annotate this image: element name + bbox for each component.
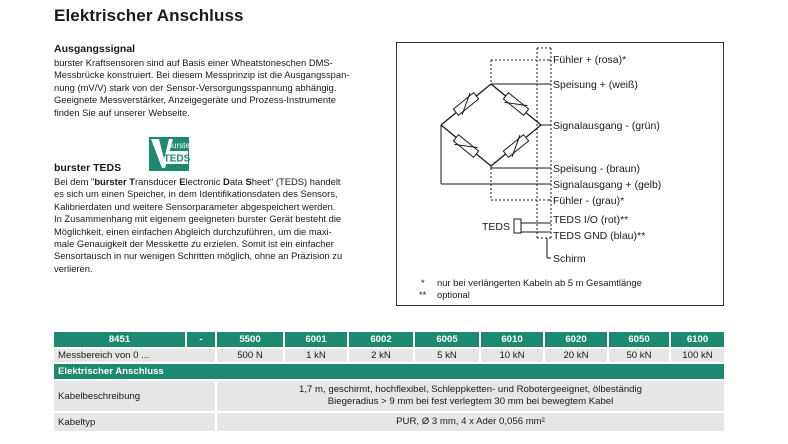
cable-desc-label: Kabelbeschreibung: [54, 380, 216, 412]
label-speisung-minus: Speisung - (braun): [553, 163, 640, 175]
footnote-1: nur bei verlängerten Kabeln ab 5 m Gesamtlänge: [437, 277, 642, 288]
header-cell: 6020: [544, 332, 608, 348]
table-row: [54, 348, 724, 363]
label-teds-gnd: TEDS GND (blau)**: [553, 230, 646, 242]
header-cell: 6002: [348, 332, 414, 348]
paragraph-teds: [54, 176, 342, 275]
burster-teds-logo: [149, 137, 193, 171]
paragraph-line: In Zusammenhang mit eigenem geeigneten burster Gerät besteht die: [54, 213, 342, 225]
range-value: 2 kN: [348, 348, 414, 363]
paragraph-line: Bei dem "burster Transducer Electronic Data Sheet" (TEDS) handelt: [54, 176, 341, 187]
heading-ausgangssignal: Ausgangssignal: [54, 43, 136, 55]
paragraph-line: Messbrücke konstruiert. Bei diesem Messprinzip ist die Ausgangsspan-: [54, 69, 350, 81]
paragraph-line: Sensortausch in nur wenigen Schritten möglich, ohne an Präzision zu: [54, 250, 343, 262]
header-cell: -: [186, 332, 216, 348]
range-value: 20 kN: [544, 348, 608, 363]
range-value: 5 kN: [414, 348, 480, 363]
footnote-2: optional: [437, 289, 470, 300]
label-signalausgang-plus: Signalausgang + (gelb): [553, 179, 662, 191]
spec-table: [54, 332, 724, 431]
header-cell: 6050: [608, 332, 670, 348]
range-value: 500 N: [216, 348, 284, 363]
paragraph-line: nung (mV/V) stark von der Sensor-Versorgungsspannung abhängig.: [54, 81, 337, 93]
table-header-row: [54, 332, 724, 348]
logo-line1: burster: [167, 141, 193, 150]
range-value: 50 kN: [608, 348, 670, 363]
label-fuehler-plus: Fühler + (rosa)*: [553, 54, 627, 66]
cable-type-value: PUR, Ø 3 mm, 4 x Ader 0,056 mm²: [216, 412, 724, 431]
cable-desc-line: Biegeradius > 9 mm bei fest verlegtem 30 mm bei bewegtem Kabel: [327, 396, 614, 407]
header-cell: 6100: [670, 332, 724, 348]
paragraph-line: es sich um einen Speicher, in dem Identifikationsdaten des Sensors,: [54, 188, 338, 200]
range-value: 10 kN: [480, 348, 544, 363]
logo-line2: TEDS: [163, 153, 191, 165]
cable-type-label: Kabeltyp: [54, 412, 216, 431]
footnote-marker-1: *: [421, 277, 425, 288]
paragraph-ausgangssignal: [54, 57, 349, 119]
wiring-diagram: [396, 42, 724, 306]
paragraph-line: Geeignete Messverstärker, Anzeigegeräte und Prozess-Instrumente: [54, 94, 336, 106]
paragraph-line: Möglichkeit, einen einfachen Abgleich durchzuführen, um die maxi-: [54, 225, 332, 237]
heading-burster-teds: burster TEDS: [54, 162, 122, 174]
paragraph-line: Kalibrierdaten und weitere Sensorparameter abgespeichert werden.: [54, 200, 336, 212]
section-title: Elektrischer Anschluss: [54, 363, 724, 380]
cable-desc-line: 1,7 m, geschirmt, hochflexibel, Schleppketten- und Robotergeeignet, ölbeständig: [299, 384, 642, 395]
label-teds-io: TEDS I/O (rot)**: [553, 214, 629, 226]
table-row: [54, 412, 724, 431]
label-speisung-plus: Speisung + (weiß): [553, 79, 638, 91]
header-cell: 6010: [480, 332, 544, 348]
range-label: Messbereich von 0 ...: [54, 348, 216, 363]
table-row: [54, 380, 724, 412]
header-cell: 6005: [414, 332, 480, 348]
header-cell: 6001: [284, 332, 348, 348]
paragraph-line: burster Kraftsensoren sind auf Basis einer Wheatstoneschen DMS-: [54, 57, 333, 68]
cable-desc-value: [216, 380, 724, 412]
table-section-row: [54, 363, 724, 380]
label-fuehler-minus: Fühler - (grau)*: [553, 195, 625, 207]
header-cell: 8451: [54, 332, 186, 348]
paragraph-line: finden Sie auf unserer Webseite.: [54, 106, 190, 118]
paragraph-line: male Genauigkeit der Messkette zu erzielen. Somit ist ein einfacher: [54, 238, 334, 250]
header-cell: 5500: [216, 332, 284, 348]
range-value: 100 kN: [670, 348, 724, 363]
range-value: 1 kN: [284, 348, 348, 363]
footnote-marker-2: **: [419, 289, 427, 300]
page-title: Elektrischer Anschluss: [54, 6, 244, 25]
label-signalausgang-minus: Signalausgang - (grün): [553, 120, 660, 132]
paragraph-line: verlieren.: [54, 262, 93, 274]
label-schirm: Schirm: [553, 253, 586, 265]
label-teds: TEDS: [482, 221, 511, 233]
